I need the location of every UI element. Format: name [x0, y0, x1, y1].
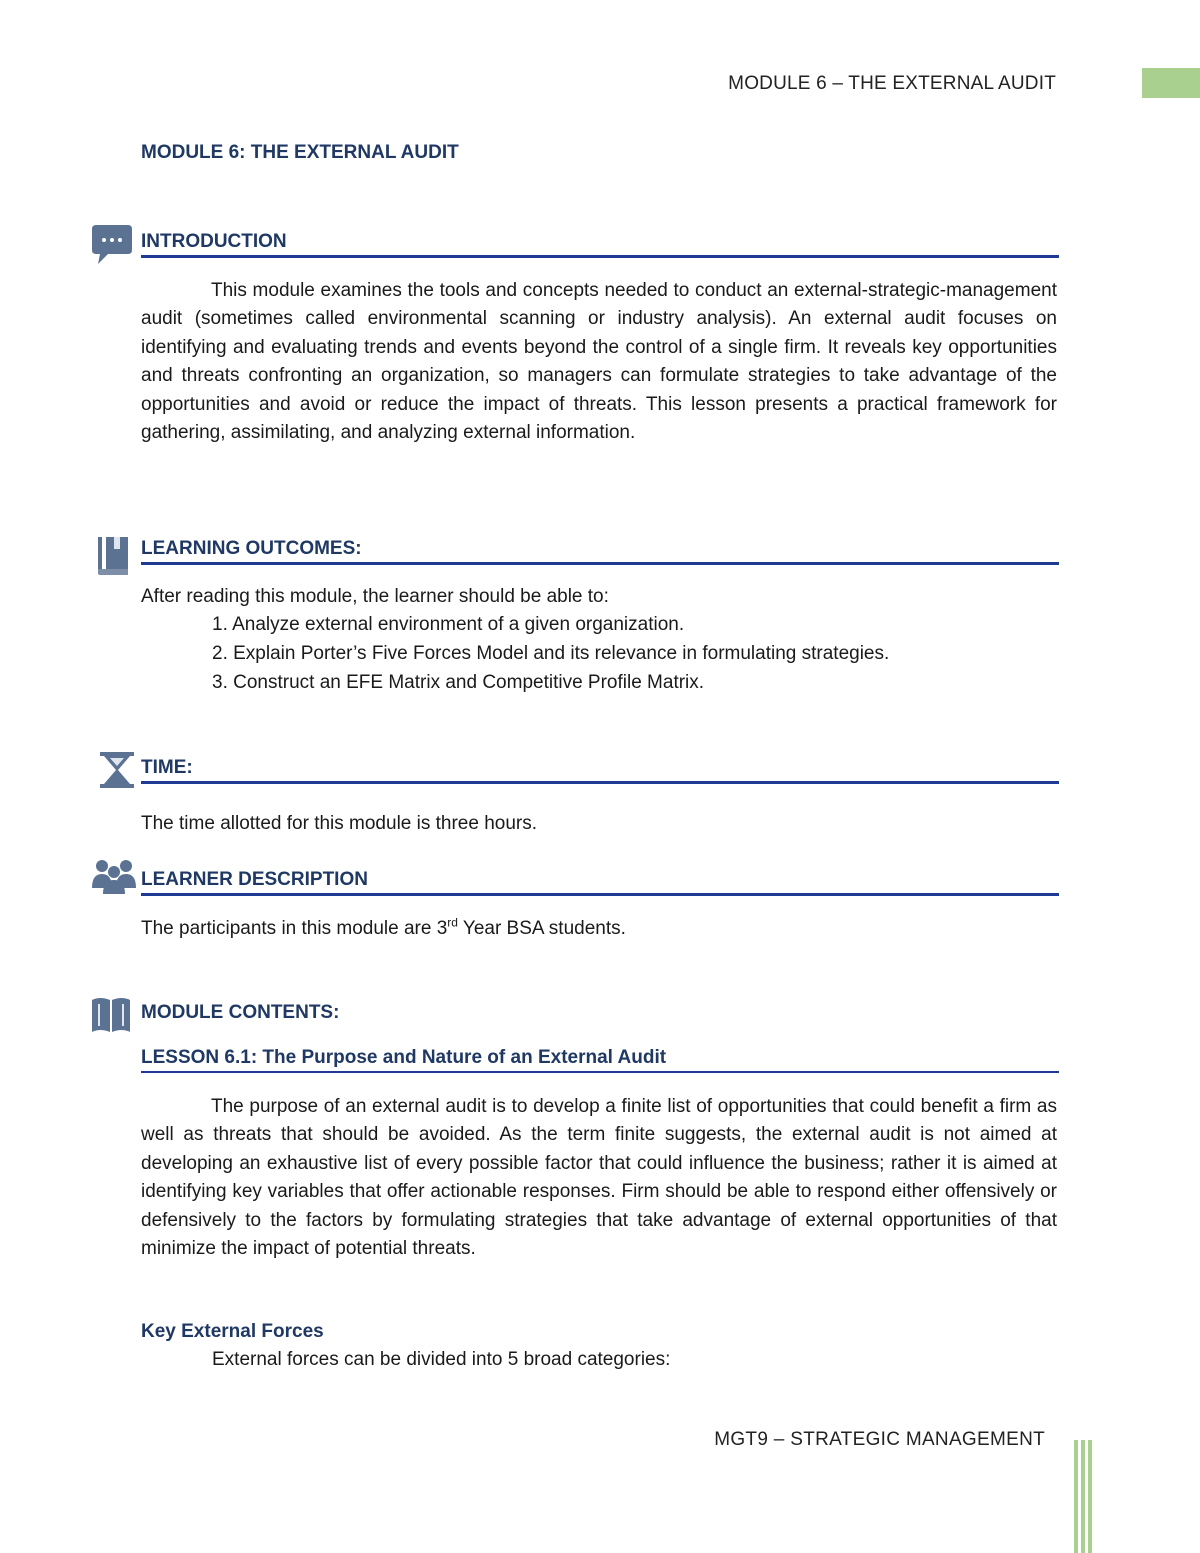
- lesson-paragraph: [141, 1093, 1057, 1263]
- time-rule: [141, 781, 1059, 784]
- hourglass-icon: [98, 750, 136, 794]
- book-icon: [90, 533, 134, 577]
- lesson-rule: [141, 1071, 1059, 1073]
- green-bars-decoration: [1074, 1440, 1092, 1553]
- learner-text-after: Year BSA students.: [457, 918, 626, 939]
- open-book-icon: [90, 994, 132, 1038]
- lesson-text: The purpose of an external audit is to develop a finite list of opportunities that could benefit a firm as well as threats that should be avoided. As the term finite suggests, the external audit is not aimed at developing an exhaustive list of every possible factor that could influence the business; rather it is aimed at identifying key variables that offer actionable responses. Firm should be able to respond either offensively or defensively to the factors by formulating strategies that take advantage of external opportunities of that minimize the impact of potential threats.: [141, 1096, 1057, 1260]
- learner-description-rule: [141, 893, 1059, 896]
- footer-course: MGT9 – STRATEGIC MANAGEMENT: [714, 1429, 1045, 1450]
- learning-outcomes-intro: After reading this module, the learner should be able to:: [141, 586, 609, 607]
- learner-text-before: The participants in this module are 3: [141, 918, 448, 939]
- outcome-item: 3. Construct an EFE Matrix and Competitive Profile Matrix.: [212, 672, 705, 693]
- ordinal-suffix: rd: [447, 915, 458, 930]
- outcome-item: 1. Analyze external environment of a given organization.: [212, 614, 685, 635]
- introduction-rule: [141, 255, 1059, 258]
- green-bar: [1074, 1440, 1078, 1553]
- module-contents-heading: MODULE CONTENTS:: [141, 1002, 340, 1023]
- learner-description-text: [141, 915, 626, 940]
- learning-outcomes-rule: [141, 562, 1059, 565]
- introduction-paragraph: [141, 277, 1057, 447]
- speech-bubble-icon: [90, 222, 134, 266]
- introduction-text: This module examines the tools and concepts needed to conduct an external-strategic-management audit (sometimes called environmental scanning or industry analysis). An external audit focuses on identifying and evaluating trends and events beyond the control of a single firm. It reveals key opportunities and threats confronting an organization, so managers can formulate strategies to take advantage of the opportunities and avoid or reduce the impact of threats. This lesson presents a practical framework for gathering, assimilating, and analyzing external information.: [141, 280, 1057, 444]
- green-bar: [1081, 1440, 1085, 1553]
- running-header: MODULE 6 – THE EXTERNAL AUDIT: [728, 73, 1056, 94]
- people-icon: [90, 858, 138, 902]
- page-title: MODULE 6: THE EXTERNAL AUDIT: [141, 142, 459, 163]
- lesson-title: LESSON 6.1: The Purpose and Nature of an External Audit: [141, 1047, 667, 1068]
- key-external-forces-heading: Key External Forces: [141, 1321, 324, 1342]
- time-heading: TIME:: [141, 757, 193, 778]
- time-text: The time allotted for this module is three hours.: [141, 813, 538, 834]
- introduction-heading: INTRODUCTION: [141, 231, 287, 252]
- learning-outcomes-heading: LEARNING OUTCOMES:: [141, 538, 362, 559]
- green-bar: [1088, 1440, 1092, 1553]
- outcome-item: 2. Explain Porter’s Five Forces Model and its relevance in formulating strategies.: [212, 643, 890, 664]
- green-tab-decoration: [1142, 68, 1200, 98]
- learner-description-heading: LEARNER DESCRIPTION: [141, 869, 368, 890]
- key-external-forces-text: External forces can be divided into 5 broad categories:: [212, 1349, 671, 1370]
